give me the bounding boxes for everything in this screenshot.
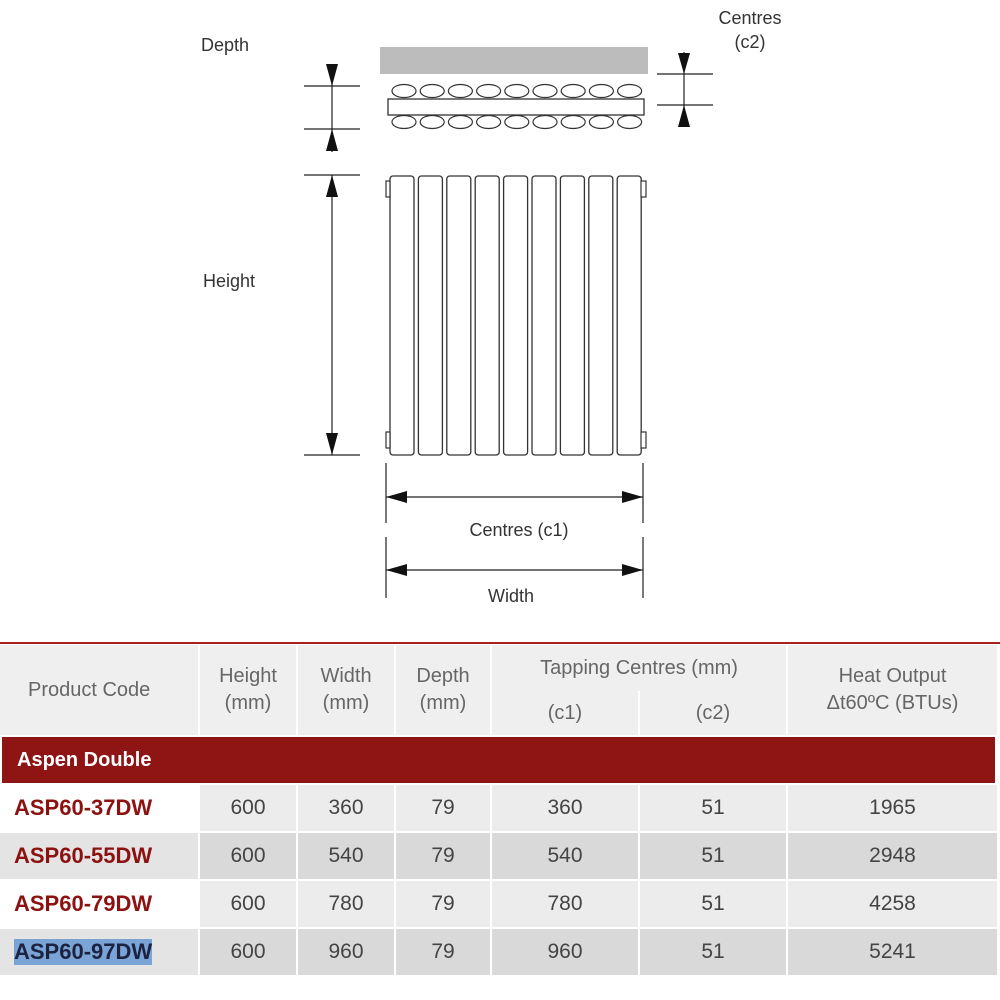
depth-cell: 79 [396, 833, 490, 879]
arrowhead-right [622, 491, 643, 503]
heat-output-cell: 4258 [788, 881, 997, 927]
arrowhead-right [622, 564, 643, 576]
header-product-code [0, 645, 198, 735]
header-width-unit: (mm) [322, 692, 370, 714]
top-view-tube-section [448, 116, 472, 129]
header-depth-unit: (mm) [419, 692, 467, 714]
header-depth [396, 645, 490, 735]
radiator-column [617, 176, 641, 455]
top-view-tube-section [477, 116, 501, 129]
header-tapping-centres [492, 645, 786, 691]
top-view-tube-section [561, 85, 585, 98]
top-view-tube-section [533, 85, 557, 98]
depth-cell: 79 [396, 785, 490, 831]
centres-c1-label: Centres (c1) [469, 520, 569, 540]
centres-c2-label: Centres [718, 8, 782, 28]
header-height-text: Height [219, 665, 277, 687]
c2-cell: 51 [640, 881, 786, 927]
header-depth-text: Depth [416, 665, 470, 687]
header-height [200, 645, 296, 735]
top-view-tube-section [618, 85, 642, 98]
top-view-wall-plate [380, 47, 648, 74]
valve-stub [386, 181, 390, 197]
header-c2 [640, 691, 786, 735]
radiator-column [589, 176, 613, 455]
top-view-tube-section [589, 116, 613, 129]
top-view-tube-section [505, 116, 529, 129]
height-cell: 600 [200, 833, 296, 879]
header-c2-text: (c2) [695, 701, 731, 724]
heat-output-cell: 2948 [788, 833, 997, 879]
depth-label: Depth [200, 35, 250, 55]
arrowhead-down [678, 53, 690, 74]
top-view-header-bar [388, 99, 644, 115]
product-code-cell [0, 929, 198, 975]
top-view-tube-section [618, 116, 642, 129]
radiator-column [418, 176, 442, 455]
height-cell: 600 [200, 881, 296, 927]
product-group-row [2, 737, 995, 783]
header-width-text: Width [320, 665, 372, 687]
height-label: Height [202, 271, 256, 291]
width-cell: 780 [298, 881, 394, 927]
top-view-tube-section [505, 85, 529, 98]
product-code-cell: ASP60-55DW [0, 833, 198, 879]
arrowhead-up [326, 175, 338, 197]
table-top-rule [0, 642, 1000, 644]
product-code-cell: ASP60-79DW [0, 881, 198, 927]
radiator-column [475, 176, 499, 455]
c1-cell: 540 [492, 833, 638, 879]
width-cell: 360 [298, 785, 394, 831]
top-view-tube-section [561, 116, 585, 129]
header-width [298, 645, 394, 735]
centres-c2-sublabel: (c2) [734, 32, 766, 52]
arrowhead-down [326, 433, 338, 455]
centres-c2-dimension [657, 52, 713, 127]
depth-dimension [304, 64, 360, 152]
header-c1 [492, 691, 638, 735]
header-c1-text: (c1) [547, 701, 583, 724]
height-dimension [304, 175, 360, 455]
c2-cell: 51 [640, 929, 786, 975]
height-cell: 600 [200, 785, 296, 831]
arrowhead-up [326, 129, 338, 151]
c1-cell: 960 [492, 929, 638, 975]
top-view-tube-section [420, 116, 444, 129]
radiator-column [390, 176, 414, 455]
top-view-tube-section [533, 116, 557, 129]
radiator-column [532, 176, 556, 455]
header-heat-output-text: Heat Output [838, 665, 947, 687]
width-cell: 960 [298, 929, 394, 975]
valve-stub [386, 432, 390, 448]
depth-cell: 79 [396, 881, 490, 927]
valve-stub [641, 432, 646, 448]
header-heat-output-unit: Δt60ºC (BTUs) [826, 692, 959, 714]
header-heat-output [788, 645, 997, 735]
top-view-tube-section [392, 116, 416, 129]
valve-stub [641, 181, 646, 197]
top-view-tube-section [420, 85, 444, 98]
header-product-code-text: Product Code [28, 678, 151, 701]
heat-output-cell: 1965 [788, 785, 997, 831]
radiator-column [560, 176, 584, 455]
top-view-tube-section [589, 85, 613, 98]
radiator-column [504, 176, 528, 455]
width-cell: 540 [298, 833, 394, 879]
heat-output-cell: 5241 [788, 929, 997, 975]
arrowhead-up [678, 105, 690, 127]
arrowhead-left [386, 564, 407, 576]
c2-cell: 51 [640, 833, 786, 879]
arrowhead-down [326, 64, 338, 86]
header-tapping-centres-text: Tapping Centres (mm) [540, 656, 738, 679]
selected-text-highlight[interactable]: ASP60-97DW [14, 939, 153, 964]
c1-cell: 360 [492, 785, 638, 831]
depth-cell: 79 [396, 929, 490, 975]
top-view-tube-section [392, 85, 416, 98]
height-cell: 600 [200, 929, 296, 975]
centres-c1-dimension [386, 463, 643, 523]
top-view-tube-section [477, 85, 501, 98]
product-code-cell: ASP60-37DW [0, 785, 198, 831]
product-group-title: Aspen Double [17, 748, 152, 771]
header-height-unit: (mm) [224, 692, 272, 714]
top-view-tube-section [448, 85, 472, 98]
radiator-column [447, 176, 471, 455]
c2-cell: 51 [640, 785, 786, 831]
radiator-front-view [390, 176, 641, 455]
arrowhead-left [386, 491, 407, 503]
c1-cell: 780 [492, 881, 638, 927]
width-label: Width [487, 586, 535, 606]
